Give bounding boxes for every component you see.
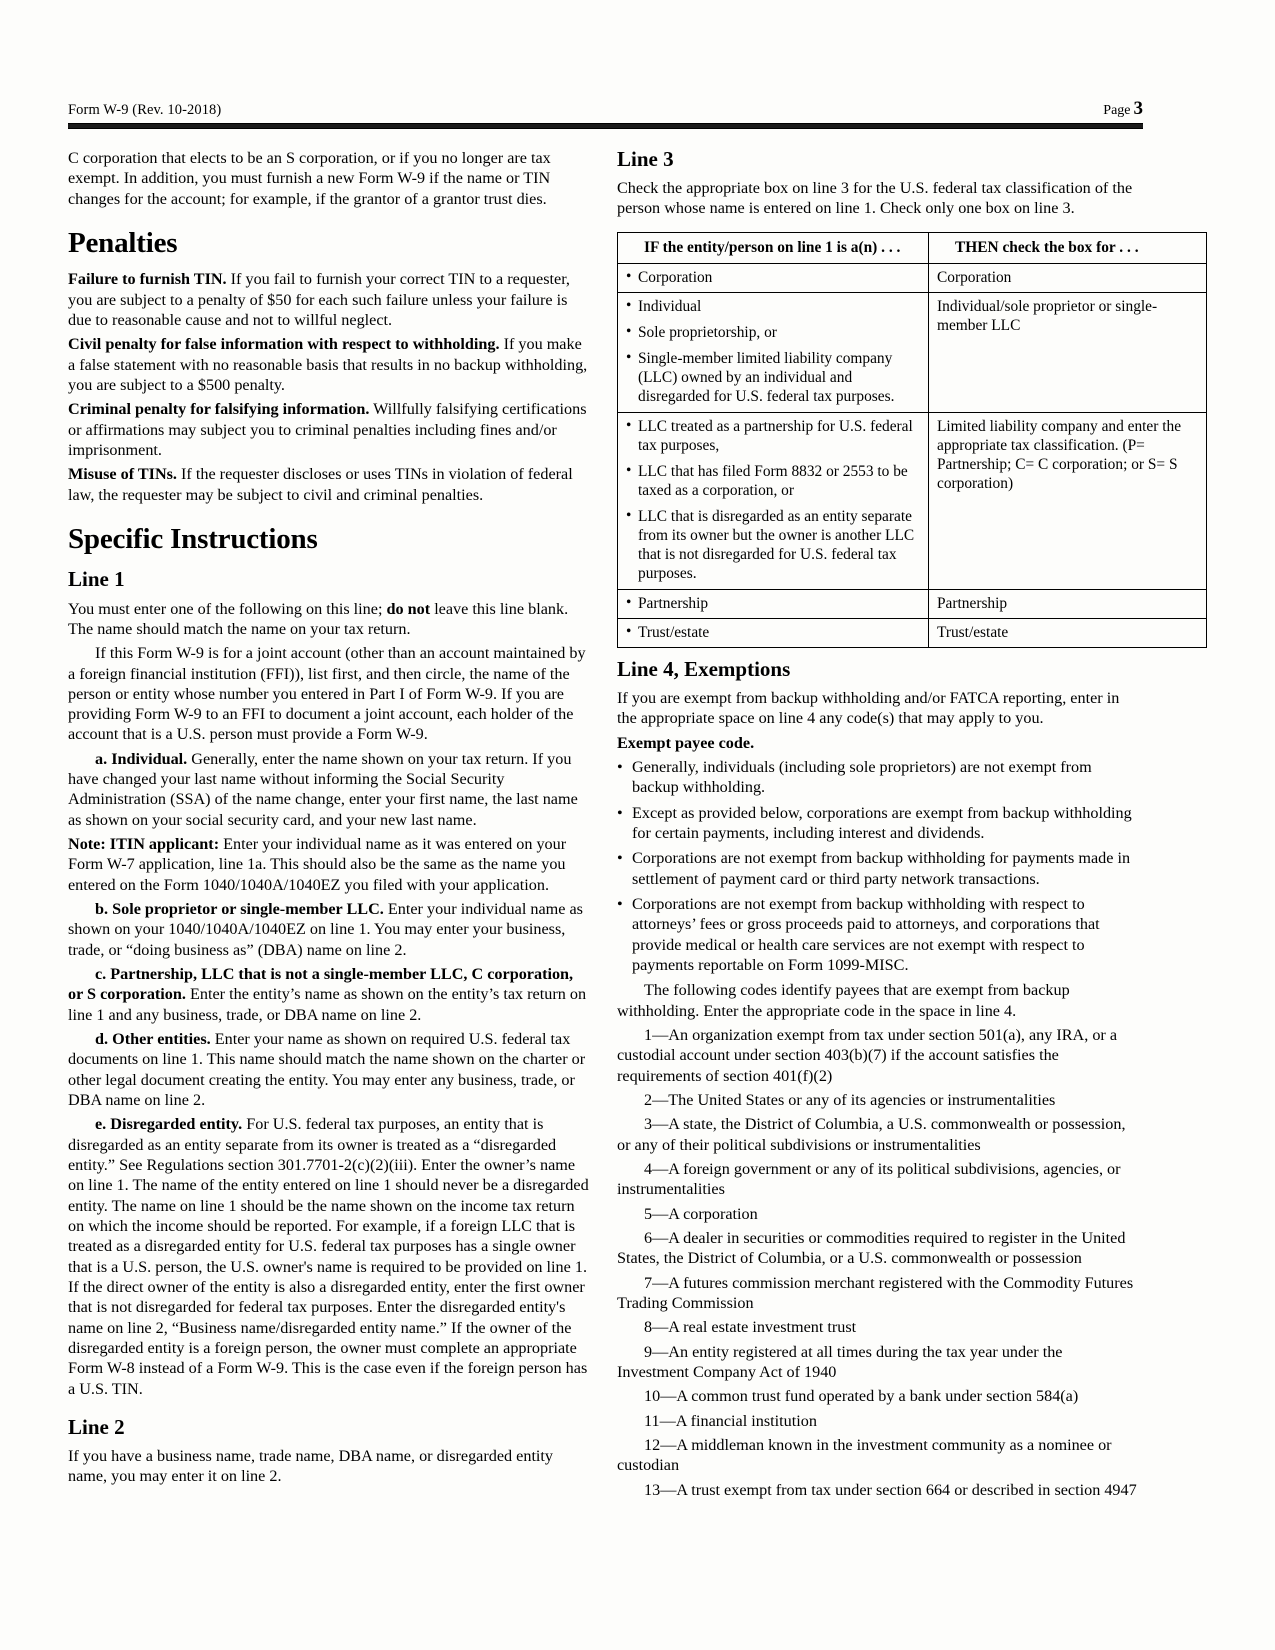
table-cell-then: Limited liability company and enter the appropriate tax classification. (P= Partnership; C= C corporation; or S= S corporation) xyxy=(929,412,1207,589)
exempt-code-item: 13—A trust exempt from tax under section 664 or described in section 4947 xyxy=(644,1480,1137,1499)
page-number: 3 xyxy=(1133,98,1143,119)
list-item: • Trust/estate xyxy=(626,623,921,642)
penalty-body: If the requester discloses or uses TINs in violation of federal law, the requester may be subject to civil and criminal penalties. xyxy=(68,465,573,504)
exempt-code-item: 12—A middleman known in the investment community as a nominee or custodian xyxy=(617,1435,1112,1475)
bullet-list xyxy=(626,594,921,613)
item-lead: a. Individual. xyxy=(95,749,188,768)
line-1-intro xyxy=(68,599,589,640)
exempt-payee-code-heading xyxy=(617,733,1138,753)
table-cell-then: Individual/sole proprietor or single-member LLC xyxy=(929,292,1207,412)
line-1-joint-account-paragraph: If this Form W-9 is for a joint account (other than an account maintained by a foreign financial institution (FFI)), list first, and then circle, the name of the person or entity whose number you entered in Part I of Form W-9. If you are providing Form W-9 to an FFI to document a joint account, each holder of the account that is a U.S. person must provide a Form W-9. xyxy=(68,644,586,744)
exempt-bullet: • Generally, individuals (including sole proprietors) are not exempt from backup withholding. xyxy=(617,757,1138,798)
codes-intro: The following codes identify payees that are exempt from backup withholding. Enter the appropriate code in the space in line 4. xyxy=(617,981,1070,1020)
exempt-code-item: 11—A financial institution xyxy=(644,1411,817,1430)
table-row xyxy=(618,292,1207,412)
line-3-text: Check the appropriate box on line 3 for the U.S. federal tax classification of the person whose name is entered on line 1. Check only one box on line 3. xyxy=(617,179,1133,218)
table-cell-then: Partnership xyxy=(929,589,1207,618)
header-divider-rule xyxy=(68,123,1143,129)
table-header-then: THEN check the box for . . . xyxy=(929,232,1207,263)
bullet-list xyxy=(626,417,921,583)
carryover-paragraph: C corporation that elects to be an S corporation, or if you no longer are tax exempt. In addition, you must furnish a new Form W-9 if the name or TIN changes for the account; for example, if the grantor of a grantor trust dies. xyxy=(68,149,551,208)
line-1-intro-part1: You must enter one of the following on this line; xyxy=(68,599,387,618)
list-item: • Corporation xyxy=(626,268,921,287)
penalty-body: If you fail to furnish your correct TIN to a requester, you are subject to a penalty of $50 for each such failure unless your failure is due to reasonable cause and not to willful neglect. xyxy=(68,270,570,330)
line-1-intro-part2: leave this line blank. The name should match the name on your tax return. xyxy=(68,599,569,638)
line-1-item-individual xyxy=(68,749,589,830)
penalty-body: If you make a false statement with no reasonable basis that results in no backup withholding, you are subject to a $500 penalty. xyxy=(68,335,588,395)
table-row xyxy=(618,263,1207,292)
penalty-body: Willfully falsifying certifications or affirmations may subject you to criminal penalties including fines and/or imprisonment. xyxy=(68,400,587,460)
table-header-row xyxy=(618,232,1207,263)
line-1-item-sole-proprietor xyxy=(68,899,589,960)
exempt-code-item: 4—A foreign government or any of its political subdivisions, agencies, or instrumentalities xyxy=(617,1159,1121,1199)
table-cell-if xyxy=(618,292,929,412)
table-cell-if xyxy=(618,263,929,292)
page-indicator xyxy=(1103,98,1143,120)
table-row xyxy=(618,412,1207,589)
line-2-text: If you have a business name, trade name, DBA name, or disregarded entity name, you may enter it on line 2. xyxy=(68,1447,554,1486)
exempt-code-item: 3—A state, the District of Columbia, a U.S. commonwealth or possession, or any of their political subdivisions or instrumentalities xyxy=(617,1115,1126,1154)
list-item: • Single-member limited liability company (LLC) owned by an individual and disregarded for U.S. federal tax purposes. xyxy=(626,349,921,406)
penalty-lead: Failure to furnish TIN. xyxy=(68,270,227,289)
item-lead: Note: ITIN applicant: xyxy=(68,835,220,854)
right-column xyxy=(617,147,1182,1504)
item-lead: c. Partnership, LLC that is not a single-member LLC, C corporation, or S corporation. xyxy=(68,965,574,1004)
list-item: • LLC treated as a partnership for U.S. federal tax purposes, xyxy=(626,417,921,455)
exempt-code-item: 9—An entity registered at all times during the tax year under the Investment Company Act of 1940 xyxy=(617,1342,1063,1381)
line-4-intro: If you are exempt from backup withholding and/or FATCA reporting, enter in the appropriate space on line 4 any code(s) that may apply to you. xyxy=(617,689,1120,728)
item-lead: d. Other entities. xyxy=(95,1030,211,1049)
item-lead: e. Disregarded entity. xyxy=(95,1115,243,1134)
line-4-heading: Line 4, Exemptions xyxy=(617,656,791,681)
penalty-lead: Civil penalty for false information with respect to withholding. xyxy=(68,335,500,354)
table-header-if: IF the entity/person on line 1 is a(n) . . . xyxy=(618,232,929,263)
page-header xyxy=(68,98,1143,120)
penalty-failure-to-furnish-tin xyxy=(68,269,589,330)
table-cell-then: Corporation xyxy=(929,263,1207,292)
exempt-bullet: • Corporations are not exempt from backup withholding for payments made in settlement of payment card or third party network transactions. xyxy=(617,848,1138,889)
exempt-code-item: 2—The United States or any of its agencies or instrumentalities xyxy=(644,1090,1056,1109)
line-1-item-partnership xyxy=(68,964,589,1025)
tax-classification-table xyxy=(617,232,1207,648)
item-body: Generally, enter the name shown on your tax return. If you have changed your last name without informing the Social Security Administration (SSA) of the name change, enter your first name, the last name as shown on your social security card, and your new last name. xyxy=(68,749,578,829)
penalty-misuse-of-tins xyxy=(68,464,589,505)
table-row xyxy=(618,589,1207,618)
bullet-list xyxy=(626,623,921,642)
exempt-code-item: 8—A real estate investment trust xyxy=(644,1318,857,1337)
exempt-code-item: 5—A corporation xyxy=(644,1204,758,1223)
item-body: Enter your individual name as it was entered on your Form W-7 application, line 1a. This should also be the same as the name you entered on the Form 1040/1040A/1040EZ you filed with your application. xyxy=(68,835,567,894)
list-item: • LLC that is disregarded as an entity separate from its owner but the owner is another LLC that is not disregarded for U.S. federal tax purposes. xyxy=(626,507,921,583)
item-body: Enter your name as shown on required U.S. federal tax documents on line 1. This name should match the name shown on the charter or other legal document creating the entity. You may enter any business, trade, or DBA name on line 2. xyxy=(68,1030,586,1110)
table-row xyxy=(618,618,1207,647)
line-3-heading: Line 3 xyxy=(617,147,674,171)
table-cell-if xyxy=(618,618,929,647)
table-cell-if xyxy=(618,412,929,589)
penalty-lead: Criminal penalty for falsifying information. xyxy=(68,400,370,419)
line-1-note-itin-applicant xyxy=(68,834,589,895)
page-label: Page xyxy=(1103,103,1131,118)
list-item: • Individual xyxy=(626,297,921,316)
line-1-item-disregarded-entity xyxy=(68,1114,589,1399)
bullet-list xyxy=(626,297,921,406)
line-1-heading: Line 1 xyxy=(68,567,125,592)
list-item: • Sole proprietorship, or xyxy=(626,323,921,342)
item-body: Enter your individual name as shown on your 1040/1040A/1040EZ on line 1. You may enter your business, trade, or “doing business as” (DBA) name on line 2. xyxy=(68,900,583,959)
table-cell-then: Trust/estate xyxy=(929,618,1207,647)
table-cell-if xyxy=(618,589,929,618)
exempt-code-item: 10—A common trust fund operated by a bank under section 584(a) xyxy=(644,1387,1079,1406)
left-column xyxy=(68,148,589,1491)
form-identifier: Form W-9 (Rev. 10-2018) xyxy=(68,102,222,118)
exempt-code-item: 7—A futures commission merchant registered with the Commodity Futures Trading Commission xyxy=(617,1273,1134,1312)
item-body: Enter the entity’s name as shown on the entity’s tax return on line 1 and any business, trade, or DBA name on line 2. xyxy=(68,985,587,1024)
specific-instructions-heading: Specific Instructions xyxy=(68,523,318,556)
list-item: • LLC that has filed Form 8832 or 2553 to be taxed as a corporation, or xyxy=(626,462,921,500)
item-lead: b. Sole proprietor or single-member LLC. xyxy=(95,900,384,919)
penalties-heading: Penalties xyxy=(68,226,178,259)
exempt-bullet: • Except as provided below, corporations are exempt from backup withholding for certain payments, including interest and dividends. xyxy=(617,803,1138,844)
bullet-list xyxy=(626,268,921,287)
exempt-code-item: 1—An organization exempt from tax under section 501(a), any IRA, or a custodial account under section 403(b)(7) if the account satisfies the requirements of section 401(f)(2) xyxy=(617,1025,1118,1085)
item-body: For U.S. federal tax purposes, an entity that is disregarded as an entity separate from its owner is treated as a “disregarded entity.” See Regulations section 301.7701-2(c)(2)(iii). Enter the owner’s name on line 1. The name of the entity entered on line 1 should never be a disregarded entity. The name on line 1 should be the name shown on the income tax return on which the income should be reported. For example, if a foreign LLC that is treated as a disregarded entity for U.S. federal tax purposes has a single owner that is a U.S. person, the U.S. owner's name is required to be provided on line 1. If the direct owner of the entity is also a disregarded entity, enter the first owner that is not disregarded for federal tax purposes. Enter the disregarded entity's name on line 2, “Business name/disregarded entity name.” If the owner of the disregarded entity is a foreign person, the owner must complete an appropriate Form W-8 instead of a Form W-9. This is the case even if the foreign person has a U.S. TIN. xyxy=(68,1115,589,1398)
list-item: • Partnership xyxy=(626,594,921,613)
exempt-code-item: 6—A dealer in securities or commodities required to register in the United States, the District of Columbia, or a U.S. commonwealth or possession xyxy=(617,1228,1126,1268)
exempt-bullet: • Corporations are not exempt from backup withholding with respect to attorneys’ fees or gross proceeds paid to attorneys, and corporations that provide medical or health care services are not exempt with respect to payments reportable on Form 1099-MISC. xyxy=(617,894,1138,975)
penalty-civil-false-information xyxy=(68,334,589,395)
penalty-lead: Misuse of TINs. xyxy=(68,465,177,484)
penalty-criminal-falsifying xyxy=(68,399,589,460)
exempt-payee-code-label: Exempt payee code. xyxy=(617,733,755,752)
line-1-intro-emphasis: do not xyxy=(386,599,431,618)
line-1-item-other-entities xyxy=(68,1029,589,1110)
line-2-heading: Line 2 xyxy=(68,1414,125,1439)
